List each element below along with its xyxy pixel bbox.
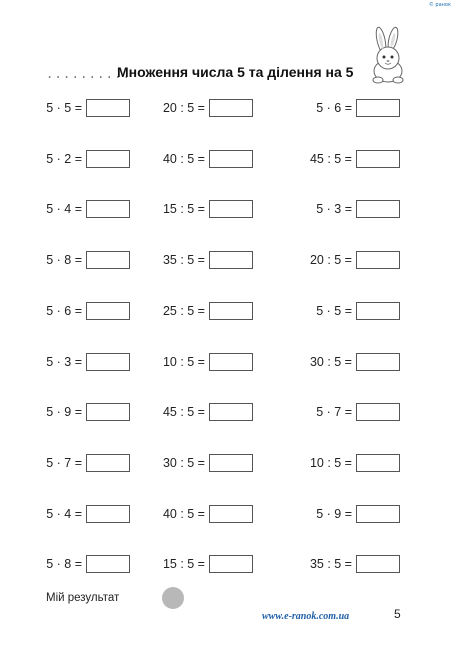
- answer-box[interactable]: [209, 200, 253, 218]
- exercise-expression: 5 · 7 =: [46, 455, 82, 470]
- exercise-item: [292, 453, 400, 473]
- exercise-expression: 5 · 5 =: [46, 101, 82, 115]
- bunny-illustration: [366, 26, 410, 84]
- exercise-item: [145, 149, 253, 169]
- exercise-item: [22, 199, 130, 219]
- exercise-item: [22, 301, 130, 321]
- answer-box[interactable]: [356, 353, 400, 371]
- exercise-expression: 30 : 5 =: [162, 455, 205, 470]
- answer-box[interactable]: [86, 353, 130, 371]
- exercise-item: [22, 453, 130, 473]
- exercise-item: [145, 199, 253, 219]
- exercise-expression: 15 : 5 =: [162, 557, 205, 572]
- answer-box[interactable]: [209, 99, 253, 117]
- exercise-expression: 5 · 5 =: [316, 303, 352, 318]
- exercise-item: [292, 352, 400, 372]
- exercise-expression: 5 · 8 =: [46, 253, 82, 268]
- page-title: Множення числа 5 та ділення на 5: [117, 64, 354, 80]
- publisher-logo: © ранок: [428, 2, 451, 8]
- exercise-expression: 30 : 5 =: [309, 354, 352, 369]
- answer-box[interactable]: [86, 454, 130, 472]
- answer-box[interactable]: [356, 555, 400, 573]
- exercise-item: [145, 98, 253, 118]
- answer-box[interactable]: [86, 99, 130, 117]
- exercise-item: [22, 98, 130, 118]
- exercise-item: [145, 554, 253, 574]
- exercise-item: [292, 250, 400, 270]
- exercise-item: [145, 453, 253, 473]
- exercise-expression: 5 · 7 =: [316, 405, 352, 420]
- exercise-expression: 40 : 5 =: [162, 506, 205, 521]
- answer-box[interactable]: [86, 251, 130, 269]
- exercise-expression: 40 : 5 =: [162, 151, 205, 166]
- page-number: 5: [394, 607, 401, 621]
- answer-box[interactable]: [86, 302, 130, 320]
- answer-box[interactable]: [209, 150, 253, 168]
- exercise-expression: 5 · 4 =: [46, 202, 82, 217]
- exercise-item: [22, 504, 130, 524]
- exercise-expression: 5 · 3 =: [46, 354, 82, 369]
- exercise-item: [22, 402, 130, 422]
- exercise-expression: 25 : 5 =: [162, 303, 205, 318]
- answer-box[interactable]: [86, 505, 130, 523]
- answer-box[interactable]: [356, 150, 400, 168]
- exercise-item: [292, 402, 400, 422]
- exercise-item: [145, 250, 253, 270]
- exercise-item: [145, 352, 253, 372]
- answer-box[interactable]: [356, 403, 400, 421]
- website-url[interactable]: www.e-ranok.com.ua: [262, 611, 350, 622]
- exercise-expression: 5 · 3 =: [316, 202, 352, 217]
- exercise-expression: 35 : 5 =: [162, 253, 205, 268]
- answer-box[interactable]: [356, 302, 400, 320]
- exercise-expression: 45 : 5 =: [309, 151, 352, 166]
- answer-box[interactable]: [209, 403, 253, 421]
- answer-box[interactable]: [356, 251, 400, 269]
- exercise-item: [292, 199, 400, 219]
- exercise-expression: 20 : 5 =: [309, 253, 352, 268]
- answer-box[interactable]: [356, 200, 400, 218]
- exercise-expression: 5 · 2 =: [46, 151, 82, 166]
- answer-box[interactable]: [209, 454, 253, 472]
- answer-box[interactable]: [86, 150, 130, 168]
- answer-box[interactable]: [209, 353, 253, 371]
- exercise-expression: 5 · 9 =: [316, 506, 352, 521]
- exercise-item: [292, 149, 400, 169]
- answer-box[interactable]: [209, 251, 253, 269]
- result-circle[interactable]: [162, 587, 184, 609]
- exercise-item: [292, 504, 400, 524]
- exercise-expression: 10 : 5 =: [309, 455, 352, 470]
- exercise-expression: 5 · 6 =: [316, 101, 352, 115]
- exercise-item: [292, 554, 400, 574]
- exercise-expression: 5 · 4 =: [46, 506, 82, 521]
- exercise-item: [145, 301, 253, 321]
- exercise-item: [22, 352, 130, 372]
- answer-box[interactable]: [86, 403, 130, 421]
- exercise-expression: 15 : 5 =: [162, 202, 205, 217]
- exercise-item: [292, 301, 400, 321]
- answer-box[interactable]: [356, 505, 400, 523]
- exercise-item: [22, 149, 130, 169]
- answer-box[interactable]: [86, 200, 130, 218]
- exercise-expression: 35 : 5 =: [309, 557, 352, 572]
- result-label: Мій результат: [46, 592, 120, 604]
- exercise-item: [22, 554, 130, 574]
- exercise-expression: 20 : 5 =: [162, 101, 205, 115]
- answer-box[interactable]: [209, 505, 253, 523]
- exercise-item: [22, 250, 130, 270]
- exercise-expression: 5 · 6 =: [46, 303, 82, 318]
- exercise-expression: 10 : 5 =: [162, 354, 205, 369]
- answer-box[interactable]: [209, 555, 253, 573]
- exercise-expression: 5 · 8 =: [46, 557, 82, 572]
- answer-box[interactable]: [356, 99, 400, 117]
- answer-box[interactable]: [86, 555, 130, 573]
- exercise-expression: 5 · 9 =: [46, 405, 82, 420]
- exercise-expression: 45 : 5 =: [162, 405, 205, 420]
- answer-box[interactable]: [356, 454, 400, 472]
- exercise-item: [145, 504, 253, 524]
- answer-box[interactable]: [209, 302, 253, 320]
- exercise-item: [145, 402, 253, 422]
- title-dots: ..........: [46, 67, 132, 81]
- exercise-item: [292, 98, 400, 118]
